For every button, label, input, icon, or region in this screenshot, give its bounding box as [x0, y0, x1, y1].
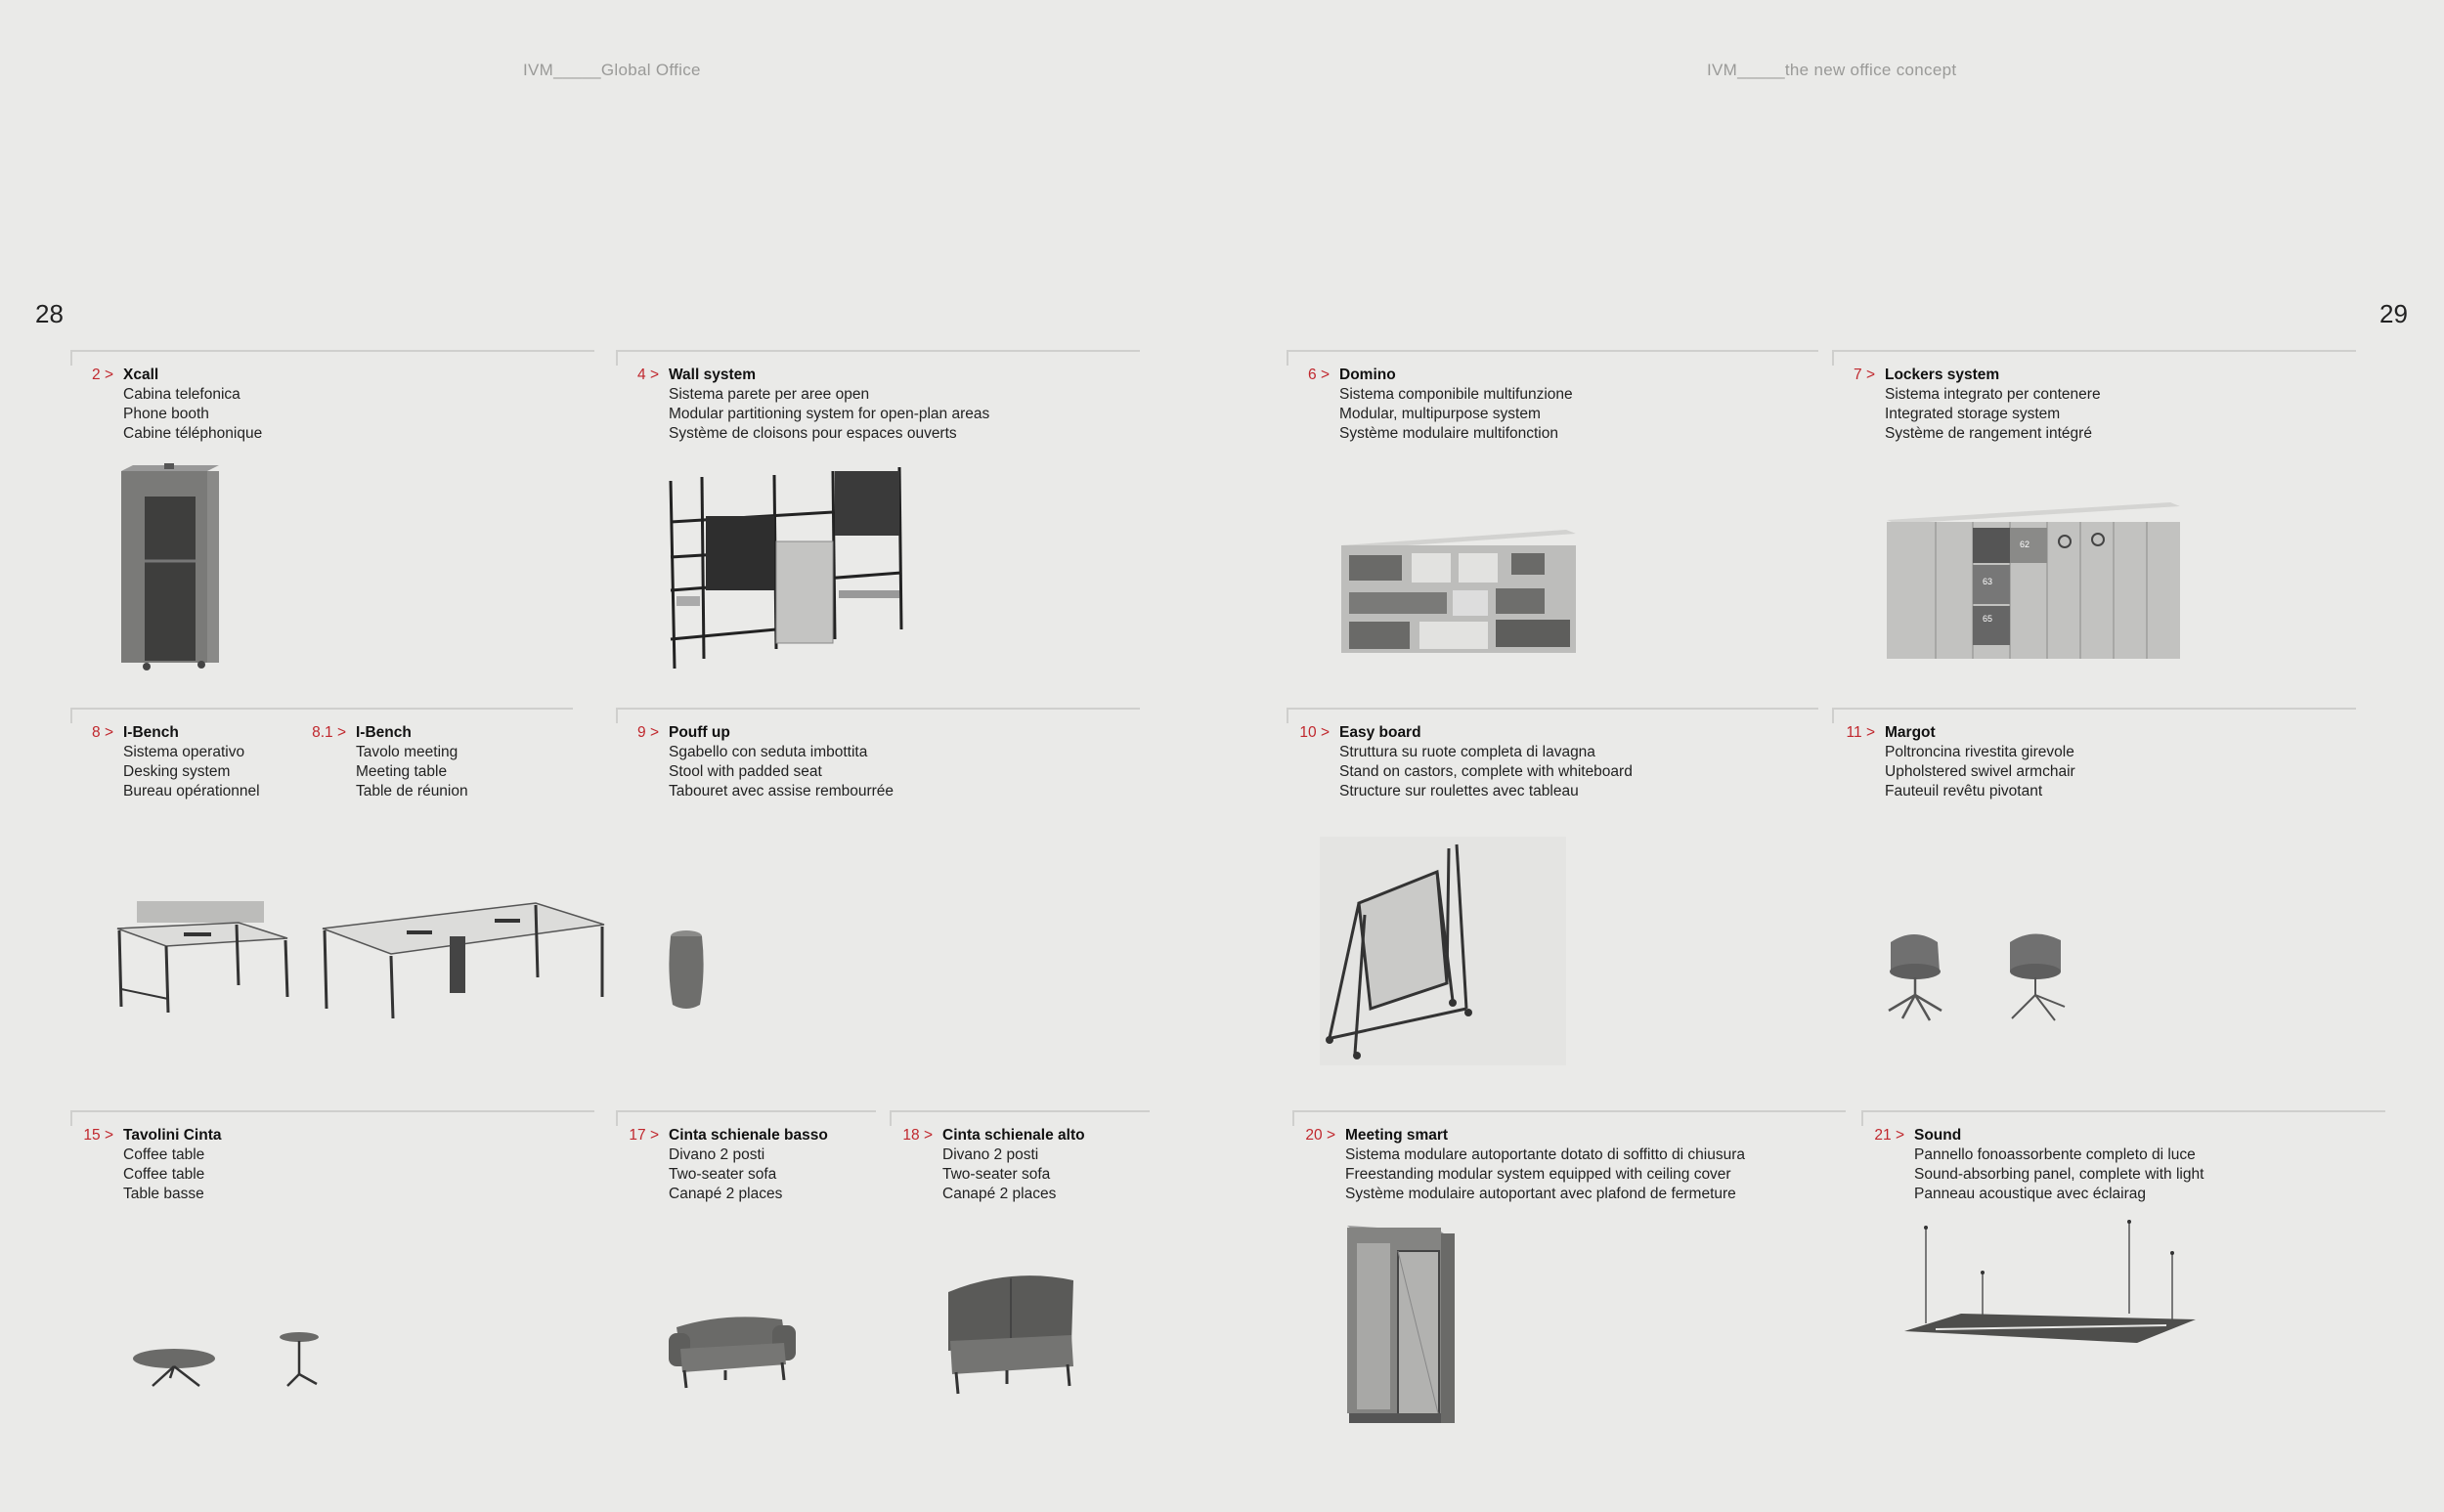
product-desc-fr: Canapé 2 places: [942, 1186, 1057, 1202]
product-desc-it: Tavolo meeting: [356, 744, 458, 760]
product-name: I-Bench: [123, 724, 179, 741]
product-name: Xcall: [123, 367, 159, 383]
page-number-right: 29: [2379, 299, 2408, 328]
lockers-system-illustration: [1885, 500, 2182, 661]
product-desc-fr: Table de réunion: [356, 783, 468, 799]
i-bench-meeting-table-illustration: [319, 899, 606, 1022]
margot-armchair-illustration: [1883, 929, 1961, 1022]
product-name: Wall system: [669, 367, 757, 383]
product-desc-en: Modular partitioning system for open-plan areas: [669, 406, 990, 422]
product-desc-it: Poltroncina rivestita girevole: [1885, 744, 2074, 760]
product-desc-it: Coffee table: [123, 1146, 205, 1163]
product-desc-en: Stool with padded seat: [669, 763, 822, 780]
cell-easy-board: [1287, 708, 1818, 799]
product-desc-it: Pannello fonoassorbente completo di luce: [1914, 1146, 2196, 1163]
product-name: Pouff up: [669, 724, 730, 741]
product-name: Margot: [1885, 724, 1936, 741]
product-desc-it: Sistema integrato per contenere: [1885, 386, 2101, 403]
product-number: 10 >: [1299, 724, 1330, 741]
product-desc-en: Modular, multipurpose system: [1339, 406, 1541, 422]
product-number: 2 >: [92, 367, 113, 383]
cinta-coffee-tables-illustration: [131, 1331, 327, 1392]
product-desc-en: Stand on castors, complete with whiteboard: [1339, 763, 1633, 780]
product-desc-en: Desking system: [123, 763, 231, 780]
product-desc-fr: Tabouret avec assise rembourrée: [669, 783, 895, 799]
product-number: 21 >: [1874, 1127, 1904, 1144]
product-desc-it: Divano 2 posti: [669, 1146, 765, 1163]
product-desc-en: Phone booth: [123, 406, 209, 422]
product-desc-fr: Structure sur roulettes avec tableau: [1339, 783, 1579, 799]
product-desc-fr: Cabine téléphonique: [123, 425, 263, 442]
product-desc-it: Sistema componibile multifunzione: [1339, 386, 1573, 403]
running-header-right: IVM_____the new office concept: [1707, 61, 1957, 79]
product-name: Easy board: [1339, 724, 1421, 741]
product-desc-en: Sound-absorbing panel, complete with light: [1914, 1166, 2204, 1183]
product-desc-it: Cabina telefonica: [123, 386, 240, 403]
margot-armchair-alt-illustration: [2004, 930, 2071, 1022]
running-header-left: IVM_____Global Office: [523, 61, 701, 79]
product-number: 11 >: [1846, 724, 1875, 741]
cell-lockers: [1832, 350, 2356, 442]
cell-domino: [1287, 350, 1818, 442]
locker-number: 65: [1983, 614, 1993, 624]
cinta-high-back-sofa-illustration: [942, 1273, 1079, 1398]
cell-meeting-smart: [1292, 1110, 1846, 1202]
easy-board-illustration: [1320, 837, 1566, 1065]
product-desc-en: Two-seater sofa: [942, 1166, 1051, 1183]
locker-number: 63: [1983, 577, 1993, 586]
page-number-left: 28: [35, 299, 64, 328]
product-number: 8 >: [92, 724, 113, 741]
locker-number: 62: [2020, 540, 2030, 549]
pouff-up-stool-illustration: [667, 929, 706, 1013]
product-desc-it: Sgabello con seduta imbottita: [669, 744, 868, 760]
product-desc-fr: Panneau acoustique avec éclairag: [1914, 1186, 2146, 1202]
product-number: 20 >: [1305, 1127, 1335, 1144]
product-name: Domino: [1339, 367, 1396, 383]
product-desc-it: Struttura su ruote completa di lavagna: [1339, 744, 1595, 760]
product-desc-en: Coffee table: [123, 1166, 205, 1183]
product-name: Cinta schienale alto: [942, 1127, 1085, 1144]
product-desc-en: Freestanding modular system equipped with ceiling cover: [1345, 1166, 1731, 1183]
product-desc-en: Upholstered swivel armchair: [1885, 763, 2075, 780]
product-desc-fr: Système modulaire autoportant avec plafond de fermeture: [1345, 1186, 1736, 1202]
product-number: 8.1 >: [312, 724, 346, 741]
product-desc-it: Sistema operativo: [123, 744, 245, 760]
cell-xcall: [70, 350, 594, 442]
product-number: 18 >: [902, 1127, 933, 1144]
product-desc-fr: Canapé 2 places: [669, 1186, 783, 1202]
product-desc-it: Sistema modulare autoportante dotato di soffitto di chiusura: [1345, 1146, 1745, 1163]
product-desc-en: Integrated storage system: [1885, 406, 2061, 422]
wall-system-illustration: [667, 463, 907, 672]
product-number: 17 >: [629, 1127, 659, 1144]
product-name: Cinta schienale basso: [669, 1127, 828, 1144]
cell-cinta-low: [616, 1110, 876, 1202]
product-desc-fr: Table basse: [123, 1186, 204, 1202]
cell-cinta-high: [890, 1110, 1150, 1202]
meeting-smart-pod-illustration: [1343, 1222, 1457, 1427]
product-desc-fr: Système modulaire multifonction: [1339, 425, 1558, 442]
cell-pouff-up: [616, 708, 1140, 799]
product-number: 9 >: [637, 724, 659, 741]
product-desc-en: Two-seater sofa: [669, 1166, 777, 1183]
product-name: Meeting smart: [1345, 1127, 1449, 1144]
cell-i-bench: [70, 708, 573, 799]
product-name: Lockers system: [1885, 367, 2000, 383]
product-desc-en: Meeting table: [356, 763, 448, 780]
product-desc-it: Divano 2 posti: [942, 1146, 1039, 1163]
cell-margot: [1832, 708, 2356, 799]
domino-shelving-illustration: [1339, 524, 1578, 661]
product-name: Tavolini Cinta: [123, 1127, 222, 1144]
product-name: Sound: [1914, 1127, 1962, 1144]
product-number: 6 >: [1308, 367, 1330, 383]
cell-sound: [1861, 1110, 2385, 1202]
product-number: 7 >: [1854, 367, 1875, 383]
cell-wall-system: [616, 350, 1140, 442]
i-bench-desk-illustration: [115, 897, 289, 1015]
product-desc-fr: Système de rangement intégré: [1885, 425, 2092, 442]
cinta-low-back-sofa-illustration: [667, 1310, 798, 1392]
sound-panel-illustration: [1902, 1220, 2198, 1351]
product-desc-it: Sistema parete per aree open: [669, 386, 870, 403]
product-desc-fr: Bureau opérationnel: [123, 783, 260, 799]
cell-tavolini-cinta: [70, 1110, 594, 1202]
product-desc-fr: Fauteuil revêtu pivotant: [1885, 783, 2043, 799]
xcall-phone-booth-illustration: [115, 463, 223, 674]
product-number: 15 >: [83, 1127, 113, 1144]
product-number: 4 >: [637, 367, 659, 383]
product-desc-fr: Système de cloisons pour espaces ouverts: [669, 425, 957, 442]
product-name: I-Bench: [356, 724, 412, 741]
